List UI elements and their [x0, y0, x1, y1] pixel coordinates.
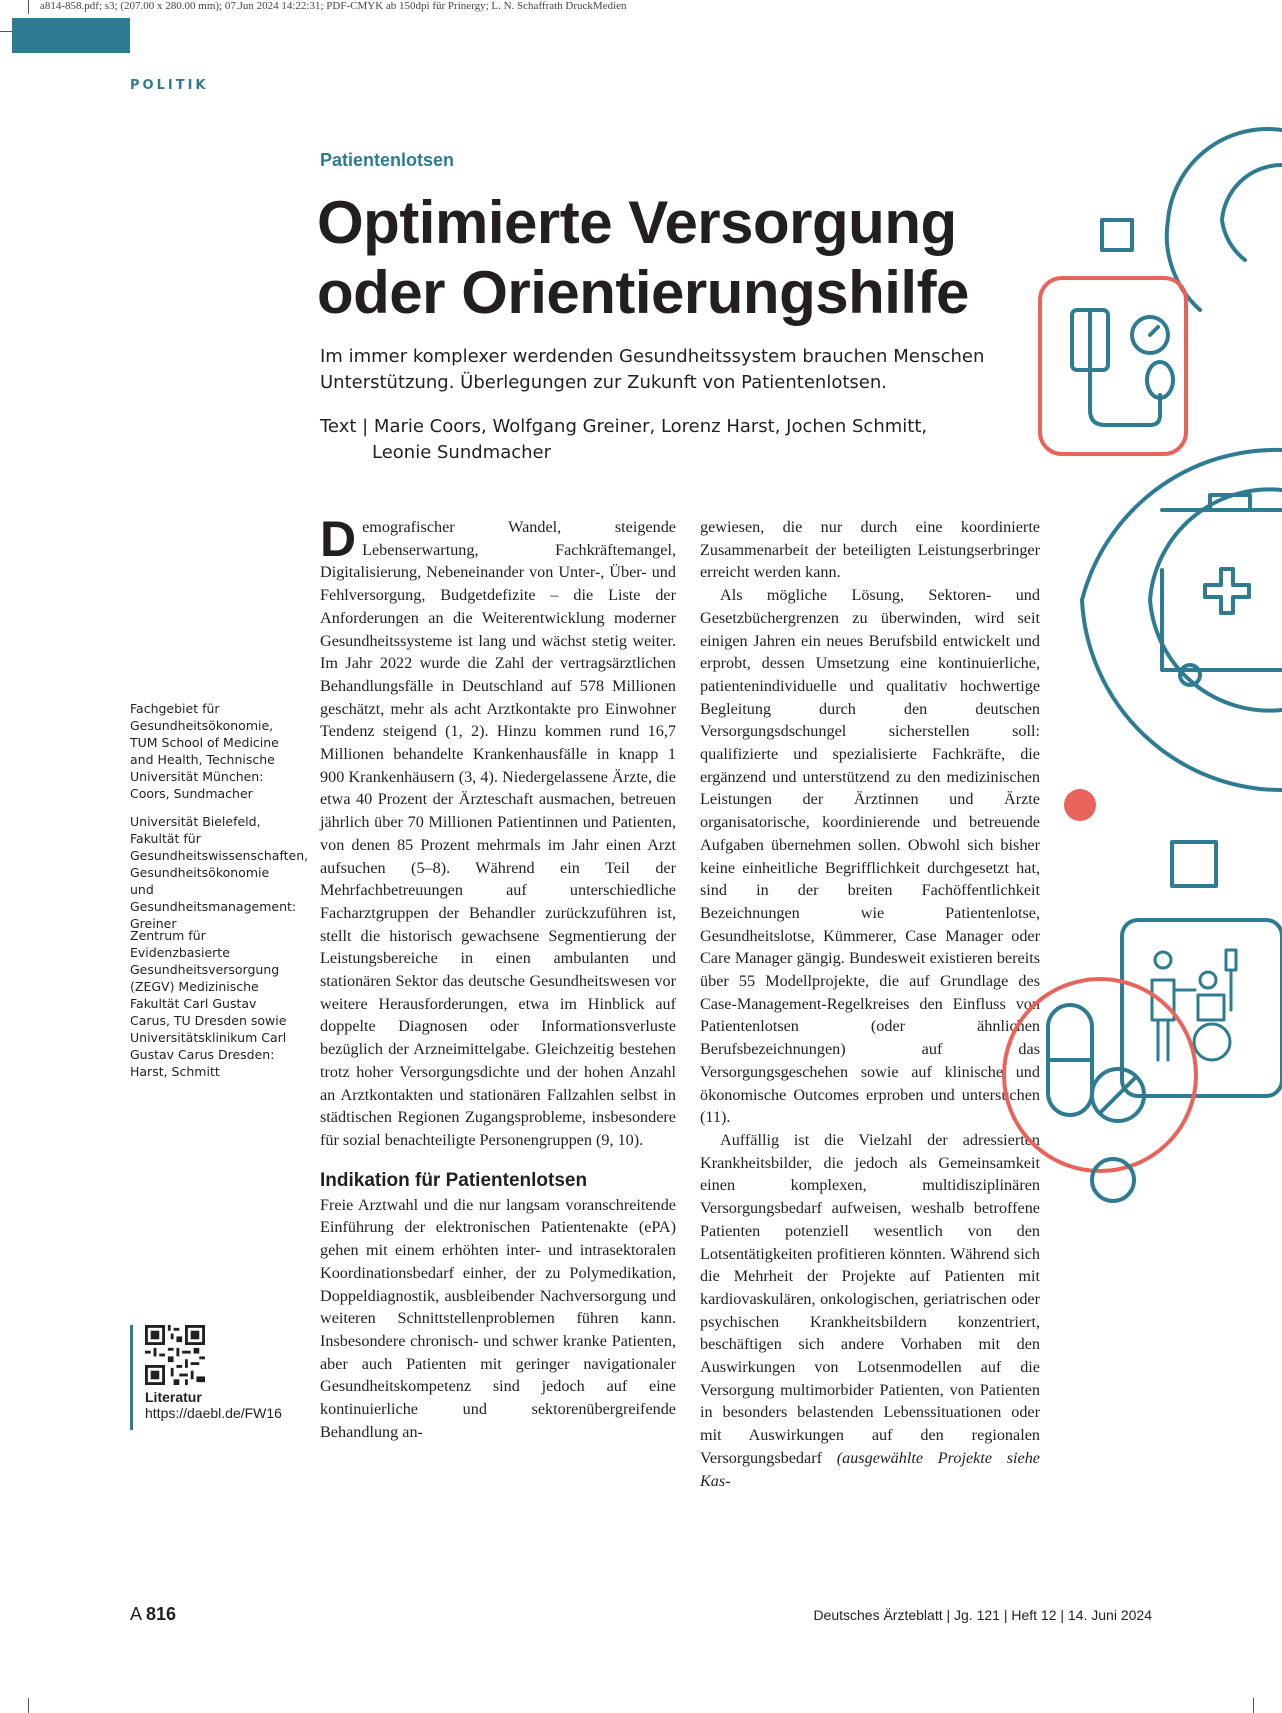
- page-number-value: 816: [146, 1604, 177, 1624]
- body-paragraph: Als mögliche Lösung, Sektoren- und Gesetzbüchergrenzen zu überwinden, wird seit einigen Jahren ein neues Berufsbild entwickelt und erprobt, dessen Umsetzung eine kontinuierliche, patientenindividuelle und qualitativ hochwertige Begleitung durch den deutschen Versorgungsdschungel sicherstellen soll: qualifizierte und spezialisierte Fachkräfte, die ergänzend und unterstützend zu den medizinischen Leistungen der Ärztinnen und Ärzte organisatorische, koordinierende und betreuende Aufgaben übernehmen sollen. Obwohl sich bisher keine einheitliche Begrifflichkeit durchgesetzt hat, sind in der breiten Fachöffentlichkeit Bezeichnungen wie Patientenlotse, Gesundheitslotse, Kümmerer, Case Manager oder Care Manager gängig. Bundesweit existieren bereits über 55 Modellprojekte, die auf Grundlage des Case-Management-Regelkreises den Einfluss von Patientenlotsen (oder ähnlichen Berufsbezeichnungen) auf das Versorgungsgeschehen sowie auf klinische und ökonomische Outcomes erproben und untersuchen (11).: [700, 586, 1040, 1127]
- paragraph-text: emografischer Wandel, steigende Lebenserwartung, Fachkräftemangel, Digitalisierung, Nebeneinander von Unter-, Über- und Fehlversorgung, Budgetdefizite – die Liste der Anforderungen an die Weiterentwicklung moderner Gesundheitssysteme ist lang und wächst stetig weiter. Im Jahr 2022 wurde die Zahl der vertragsärztlichen Behandlungsfälle in Deutschland auf 578 Millionen geschätzt, mehr als acht Arztkontakte pro Einwohner Tendenz steigend (1, 2). Hinzu kommen rund 16,7 Millionen behandelte Krankenhausfälle in knapp 1 900 Krankenhäusern (3, 4). Niedergelassene Ärzte, die etwa 40 Prozent der Ärzteschaft ausmachen, betreuen jährlich über 70 Millionen Patientinnen und Patienten, von denen 85 Prozent mehrmals im Jahr einen Arzt aufsuchen (5–8). Während ein Teil der Mehrfachbetreuungen auf unterschiedliche Facharztgruppen der Behandler zurückzuführen ist, stellt die historisch gewachsene Segmentierung der Leistungsbereiche in einen ambulanten und stationären Sektor das deutsche Gesundheitswesen vor weitere Herausforderungen, etwa im Hinblick auf doppelte Diagnosen oder Informationsverluste bezüglich der Arzneimittelgabe. Gleichzeitig bestehen trotz hoher Versorgungsdichte und der hohen Anzahl an Arztkontakten und stationären Fallzahlen selbst in städtischen Regionen Zugangsprobleme, insbesondere für sozial benachteiligte Personengruppen (9, 10).: [320, 518, 676, 1149]
- byline-authors-cont: Leonie Sundmacher: [372, 442, 552, 463]
- drop-cap: D: [320, 511, 357, 567]
- deco-arc: [1082, 600, 1282, 790]
- page-prefix: A: [130, 1604, 142, 1624]
- stethoscope-icon-frame: [1040, 278, 1186, 454]
- title-line: oder Orientierungshilfe: [317, 259, 969, 326]
- title-line: Optimierte Versorgung: [317, 189, 957, 256]
- square-outline-icon: [1172, 842, 1216, 886]
- crop-mark: [28, 1698, 29, 1713]
- crop-mark: [28, 0, 29, 14]
- affiliation: Fachgebiet für Gesundheitsökonomie, TUM School of Medicine and Health, Technische Universität München: Coors, Sundmacher: [130, 701, 279, 801]
- pills-icon: [1048, 1005, 1144, 1121]
- body-column-2: [700, 516, 1040, 1492]
- caregiver-icon-frame: [1122, 920, 1282, 1096]
- first-aid-kit-icon: [1162, 495, 1282, 685]
- lead-text: Im immer komplexer werdenden Gesundheitssystem brauchen Menschen Unterstützung. Überlegungen zur Zukunft von Patientenlotsen.: [320, 346, 985, 393]
- journal-info: Deutsches Ärzteblatt | Jg. 121 | Heft 12 | 14. Juni 2024: [813, 1607, 1152, 1623]
- decorative-ring-icon: [1088, 1155, 1138, 1205]
- deco-arc: [1150, 489, 1282, 710]
- subheading: Indikation für Patientenlotsen: [320, 1169, 588, 1191]
- section-label: POLITIK: [130, 78, 209, 93]
- stethoscope-icon: [1072, 310, 1173, 425]
- byline-authors: Text | Marie Coors, Wolfgang Greiner, Lorenz Harst, Jochen Schmitt,: [320, 416, 928, 437]
- body-paragraph: gewiesen, die nur durch eine koordinierte Zusammenarbeit der beteiligten Leistungserbringer erreicht werden kann.: [700, 518, 1040, 582]
- square-outline-icon: [1102, 220, 1132, 250]
- body-paragraph: Freie Arztwahl und die nur langsam voranschreitende Einführung der elektronischen Patientenakte (ePA) gehen mit einem erhöhten inter- und intrasektoralen Koordinationsbedarf einher, der zu Polymedikation, Doppeldiagnostik, ausbleibender Nachversorgung und weiteren Schnittstellenproblemen führen kann. Insbesondere chronisch- und schwer kranke Patienten, aber auch Patienten mit geringer navigationaler Gesundheitskompetenz sind jedoch auf eine kontinuierliche und sektorenübergreifende Behandlung an-: [320, 1195, 676, 1441]
- byline: [320, 414, 1040, 466]
- deco-arc: [1167, 129, 1282, 310]
- article-title: [317, 188, 969, 328]
- qr-code-icon[interactable]: [145, 1325, 205, 1385]
- crop-mark: [1253, 1698, 1254, 1713]
- decorative-health-illustration: [1000, 110, 1282, 1190]
- body-column-1: [320, 511, 676, 1443]
- literature-box: [130, 1325, 282, 1430]
- literature-link[interactable]: https://daebl.de/FW16: [145, 1405, 282, 1421]
- section-color-tab: [12, 18, 130, 53]
- paragraph-text: Auffällig ist die Vielzahl der adressierten Krankheitsbilder, die jedoch als Gemeinsamkeit einen komplexen, multidisziplinären Versorgungsbedarf aufweisen, weshalb betroffene Patienten potenziell wesentlich von den Lotsentätigkeiten profitieren könnten. Während sich die Mehrheit der Projekte auf Patienten mit kardiovaskulären, onkologischen, geriatrischen oder psychischen Krankheitsbildern konzentriert, beschäftigen sich andere Vorhaben mit den Auswirkungen von Lotsenmodellen auf die Versorgung multimorbider Patienten, von Patienten in besonders belastenden Lebenssituationen oder mit Auswirkungen auf den regionalen Versorgungsbedarf: [700, 1130, 1040, 1467]
- paragraph-italic: (ausgewählte Projekte siehe Kas-: [700, 1448, 1040, 1490]
- body-paragraph: [320, 511, 676, 1152]
- deco-arc: [1222, 165, 1282, 260]
- page-number: [130, 1604, 176, 1625]
- body-paragraph: [700, 1129, 1040, 1492]
- affiliation: Universität Bielefeld, Fakultät für Gesundheitswissenschaften, Gesundheitsökonomie und Gesundheitsmanagement: Greiner: [130, 814, 309, 931]
- kicker: Patientenlotsen: [320, 150, 455, 170]
- coral-dot-icon: [1064, 789, 1096, 821]
- print-slug: a814-858.pdf; s3; (207.00 x 280.00 mm); 07.Jun 2024 14:22:31; PDF-CMYK ab 150dpi für Prinergy; L. N. Schaffrath DruckMedien: [40, 0, 627, 12]
- affiliation: Zentrum für Evidenzbasierte Gesundheitsversorgung (ZEGV) Medizinische Fakultät Carl Gustav Carus, TU Dresden sowie Universitätsklinikum Carl Gustav Carus Dresden: Harst, Schmitt: [130, 928, 287, 1079]
- literature-label: Literatur: [145, 1389, 202, 1405]
